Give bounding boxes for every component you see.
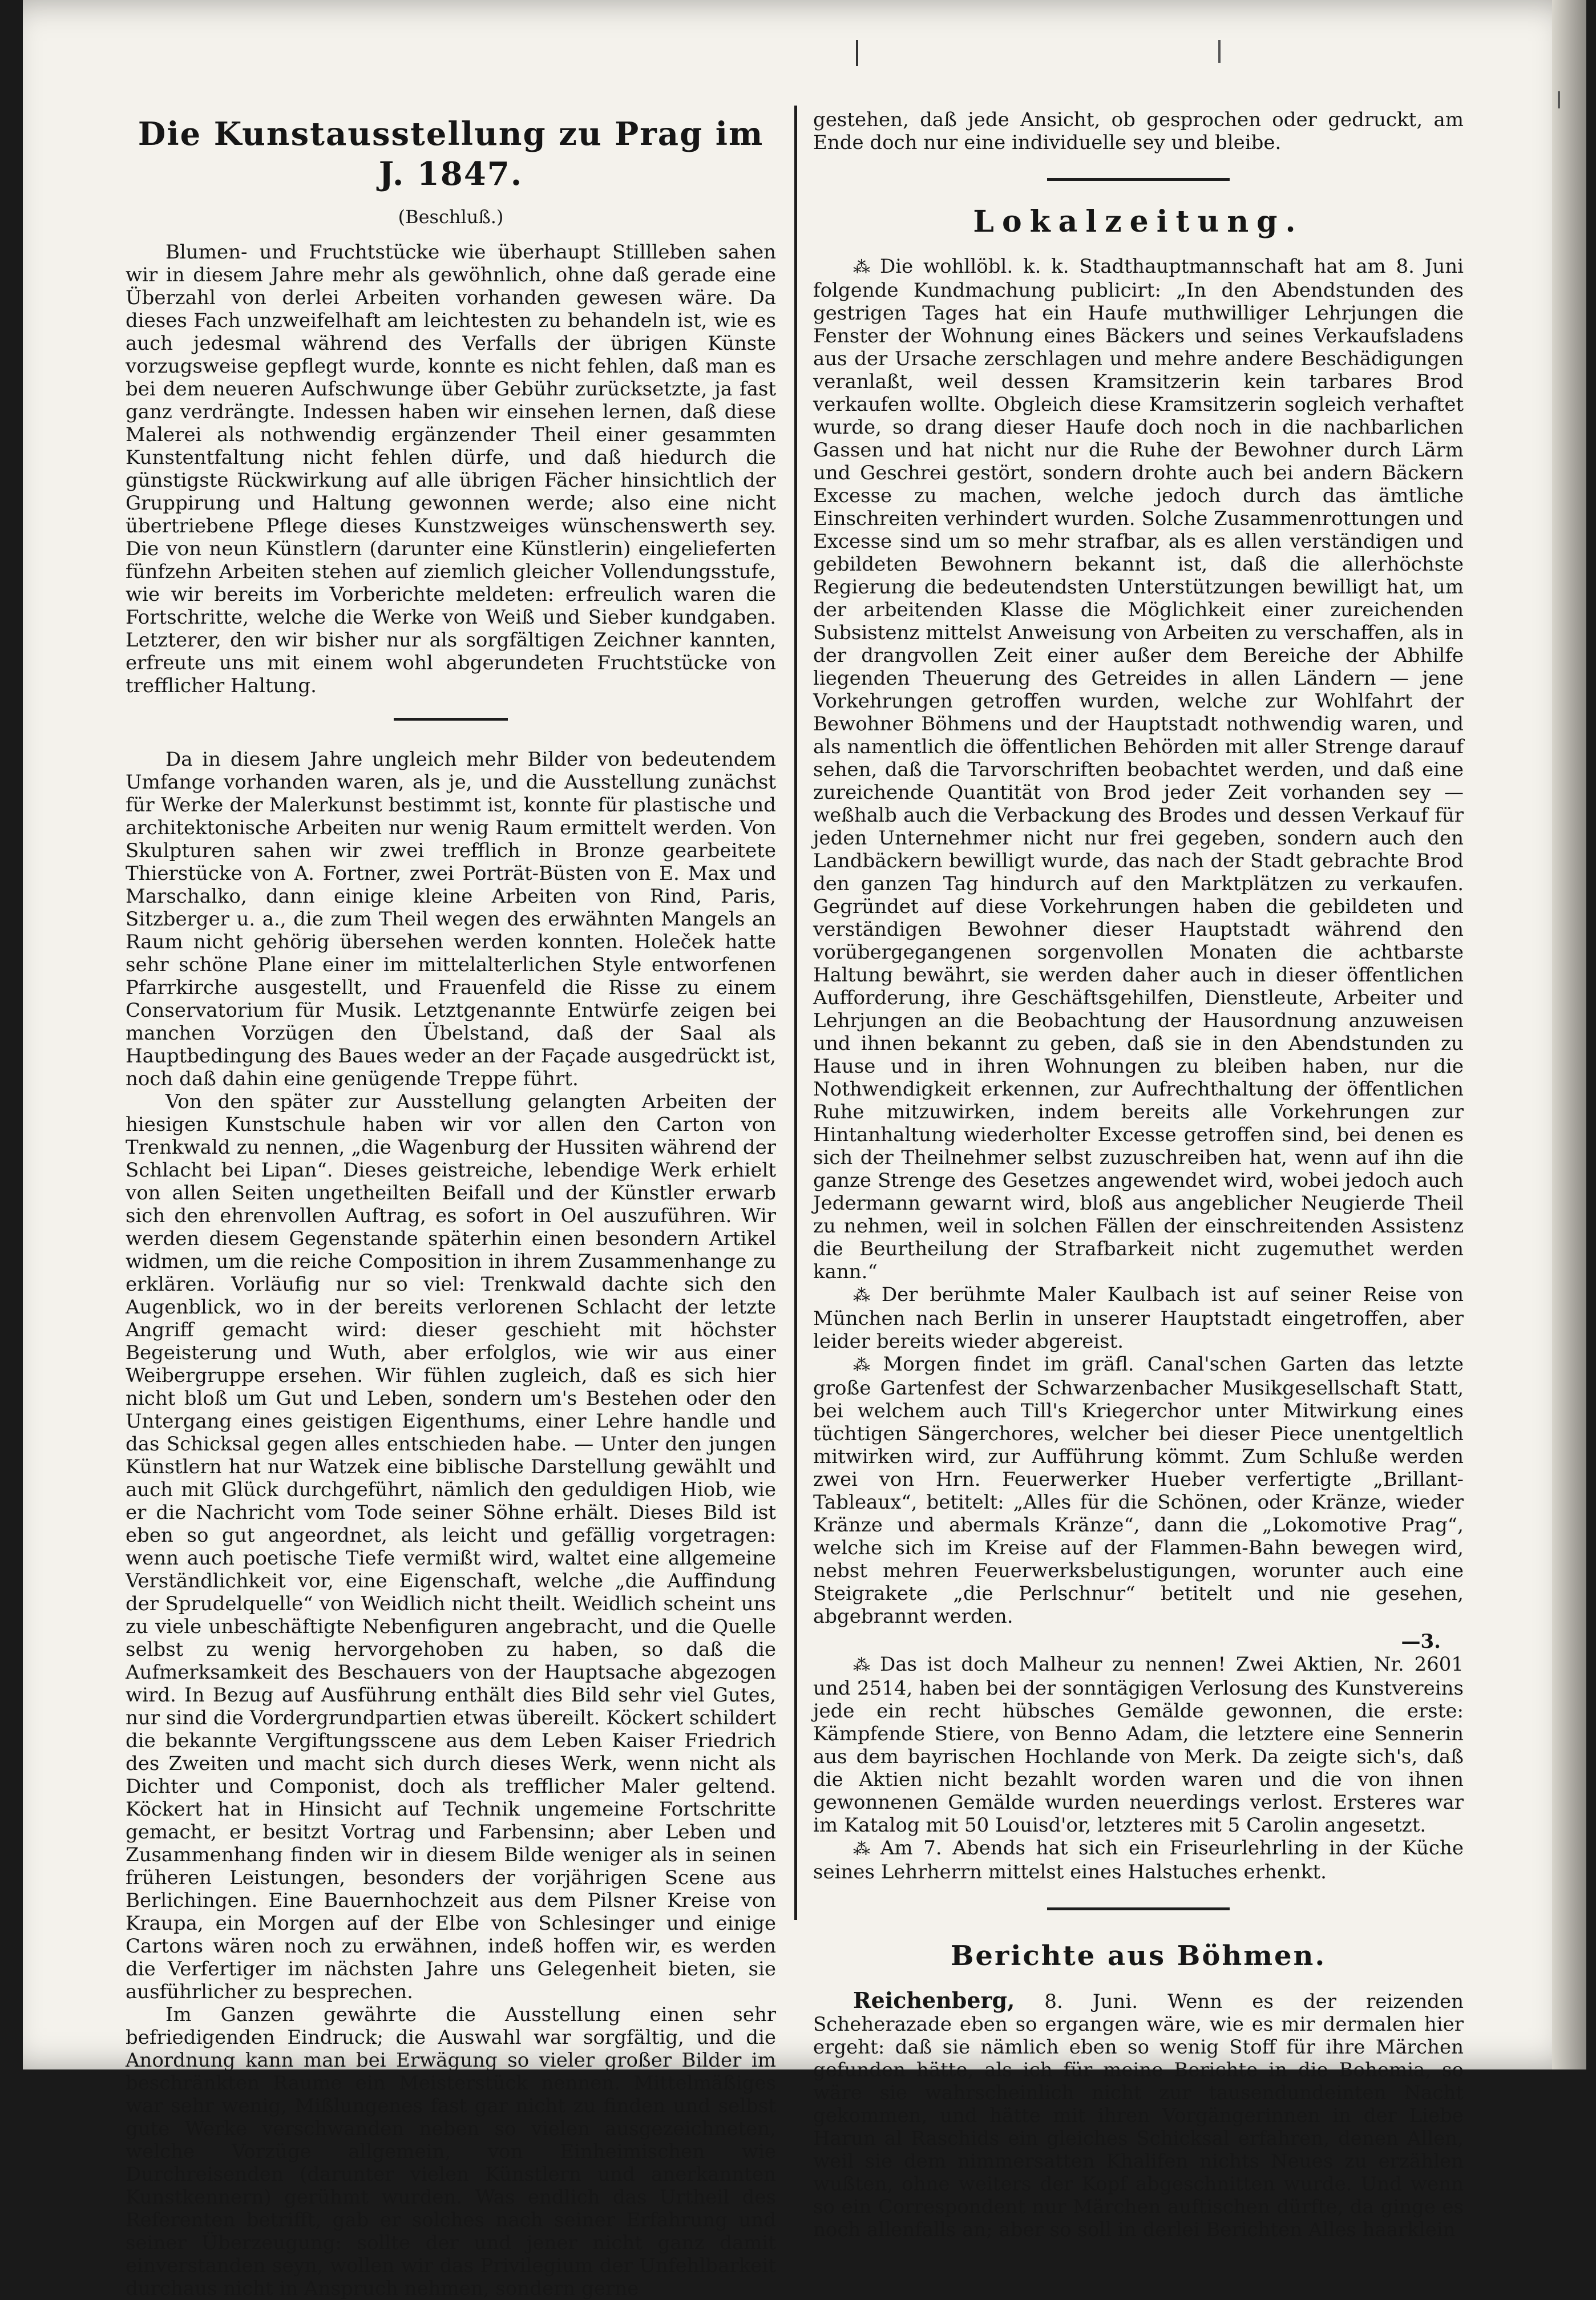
margin-mark <box>1218 40 1221 63</box>
news-text: Die wohllöbl. k. k. Stadthauptmannschaft hat am 8. Juni folgende Kundmachung publicirt: „In den Abendstunden des gestrigen Tages hat ein Haufe muthwilliger Lehrjungen die Fenster der Wohnung eines Bäckers und seines Verkaufsladens aus der Ursache zerschlagen und mehre andere Beschädigungen veranlaßt, weil dessen Kramsitzerin kein tarbares Brod verkaufen wollte. Obgleich diese Kramsitzerin sogleich verhaftet wurde, so drang dieser Haufe doch noch in die nachbarlichen Gassen und hat nicht nur die Ruhe der Bewohner durch Lärm und Geschrei gestört, sondern drohte auch bei andern Bäckern Excesse zu machen, welche jedoch durch das ämtliche Einschreiten verhindert wurden. Solche Zusammenrottungen und Excesse sind um so mehr strafbar, als es allen verständigen und gebildeten Bewohnern bekannt ist, daß die allerhöchste Regierung die bedeutendsten Unterstützungen bewilligt hat, um der arbeitenden Klasse die Möglichkeit einer zureichenden Subsistenz mittelst Anweisung von Arbeiten zu verschaffen, als in der drangvollen Zeit einer außer dem Bereiche der Abhilfe liegenden Theuerung des Getreides in allen Ländern — jene Vorkehrungen getroffen wurden, welche zur Wohlfahrt der Bewohner Böhmens und der Hauptstadt nothwendig waren, und als namentlich die öffentlichen Behörden mit aller Strenge darauf sehen, daß die Tarvorschriften beobachtet werden, und daß eine zureichende Quantität von Brod jeder Zeit vorhanden sey — weßhalb auch die Verbackung des Brodes und dessen Verkauf für jeden Unternehmer nicht nur frei gegeben, sondern auch den Landbäckern bewilligt wurde, das nach der Stadt gebrachte Brod den ganzen Tag hindurch auf den Marktplätzen zu verkaufen. Gegründet auf diese Vorkehrungen haben die gebildeten und verständigen Bewohner dieser Hauptstadt während den vorübergegangenen sorgenvollen Monaten die achtbarste Haltung bewährt, sie werden daher auch in dieser öffentlichen Aufforderung, ihre Geschäftsgehilfen, Dienstleute, Arbeiter und Lehrjungen an die Beobachtung der Hausordnung anzuweisen und ihnen bekannt zu geben, daß sie in den Abendstunden zu Hause und in ihren Wohnungen zu bleiben haben, nur die Nothwendigkeit erkennen, zur Aufrechthaltung der öffentlichen Ruhe mitzuwirken, indem bereits alle Vorkehrungen zur Hintanhaltung wiederholter Excesse getroffen sind, bei denen es sich der Theilnehmer selbst zuzuschreiben hat, wenn auf ihn die ganze Strenge des Gesetzes angewendet wird, wobei jedoch auch Jedermann gewarnt wird, bloß aus angeblicher Neugierde Theil zu nehmen, weil in solchen Fällen der einschreitenden Assistenz die Beurtheilung der Strafbarkeit nicht zugemuthet werden kann.“ <box>813 255 1464 1283</box>
report-date: 8. Juni. <box>1044 1990 1138 2013</box>
ornament-icon: ⁂ <box>853 1655 874 1675</box>
news-text: Das ist doch Malheur zu nennen! Zwei Aktien, Nr. 2601 und 2514, haben bei der sonntägigen Verlosung des Kunstvereins jede ein recht hübsches Gemälde gewonnen, die erste: Kämpfende Stiere, von Benno Adam, die letztere eine Sennerin aus dem bayrischen Hochlande von Merk. Da zeigte sich's, daß die Aktien nicht bezahlt worden waren und die von ihnen gewonnenen Gemälde wurden neuerdings verlost. Ersteres war im Katalog mit 50 Louisd'or, letzteres mit 5 Carolin angesetzt. <box>813 1653 1464 1837</box>
paragraph: Da in diesem Jahre ungleich mehr Bilder von bedeutendem Umfange vorhanden waren, als je, und die Ausstellung zunächst für Werke der Malerkunst bestimmt ist, konnte für plastische und architektonische Arbeiten nur wenig Raum ermittelt werden. Von Skulpturen sahen wir zwei trefflich in Bronze gearbeitete Thierstücke von A. Fortner, zwei Porträt-Büsten von E. Max und Marschalko, dann einige kleine Arbeiten von Rind, Paris, Sitzberger u. a., die zum Theil wegen des erwähnten Mangels an Raum nicht gehörig übersehen werden konnten. Holeček hatte sehr schöne Plane einer im mittelalterlichen Style entworfenen Pfarrkirche ausgestellt, und Frauenfeld die Risse zu einem Conservatorium für Musik. Letztgenannte Entwürfe zeigen bei manchen Vorzügen den Übelstand, daß der Saal als Hauptbedingung des Baues weder an der Façade ausgedrückt ist, noch daß dahin eine genügende Treppe führt. <box>126 748 776 1090</box>
article-title: Die Kunstausstellung zu Prag im J. 1847. <box>138 115 764 193</box>
paragraph: Von den später zur Ausstellung gelangten Arbeiten der hiesigen Kunstschule haben wir vor allen den Carton von Trenkwald zu nennen, „die Wagenburg der Hussiten während der Schlacht bei Lipan“. Dieses geistreiche, lebendige Werk erhielt von allen Seiten ungetheilten Beifall und der Künstler erwarb sich den ehrenvollen Auftrag, es sofort in Oel auszuführen. Wir werden diesem Gegenstande späterhin einen besondern Artikel widmen, um die reiche Composition in ihrem Zusammenhange zu erklären. Vorläufig nur so viel: Trenkwald dachte sich den Augenblick, wo in der bereits verlorenen Schlacht der letzte Angriff gemacht wird: dieser geschieht mit höchster Begeisterung und Wuth, aber erfolglos, wie wir aus einer Weibergruppe ersehen. Wir fühlen zugleich, daß es sich hier nicht bloß um Gut und Leben, sondern um's Bestehen oder den Untergang eines geistigen Eigenthums, einer Lehre handle und das Schicksal gegen alles entschieden habe. — Unter den jungen Künstlern hat nur Watzek eine biblische Darstellung gewählt und auch mit Glück durchgeführt, nämlich den geduldigen Hiob, wie er die Nachricht vom Tode seiner Söhne erhält. Dieses Bild ist eben so gut angeordnet, als leicht und gefällig vorgetragen: wenn auch poetische Tiefe vermißt wird, waltet eine allgemeine Verständlichkeit vor, eine Eigenschaft, welche „die Auffindung der Sprudelquelle“ von Weidlich nicht theilt. Weidlich scheint uns zu viele unbeschäftigte Nebenfiguren angebracht, und die Quelle selbst zu wenig hervorgehoben zu haben, so daß die Aufmerksamkeit des Beschauers von der Hauptsache abgezogen wird. In Bezug auf Ausführung enthält dies Bild sehr viel Gutes, nur sind die Vordergrundpartien etwas übereilt. Köckert schildert die bekannte Vergiftungsscene aus dem Leben Kaiser Friedrich des Zweiten und macht sich durch dieses Werk, wenn nicht als Dichter und Componist, doch als trefflicher Maler geltend. Köckert hat in Hinsicht auf Technik ungemeine Fortschritte gemacht, er besitzt Vortrag und Farbensinn; aber Leben und Zusammenhang finden wir in diesem Bilde weniger als in seinen früheren Leistungen, besonders der vorjährigen Scene aus Berlichingen. Eine Bauernhochzeit aus dem Pilsner Kreise von Kraupa, ein Morgen auf der Elbe von Schlesinger und einige Cartons wären noch zu erwähnen, indeß hoffen wir, es werden die Verfertiger im nächsten Jahre uns Gelegenheit bieten, sie ausführlicher zu besprechen. <box>126 1090 776 2003</box>
paragraph: Im Ganzen gewährte die Ausstellung einen sehr befriedigenden Eindruck; die Auswahl war sorgfältig, und die Anordnung kann man bei Erwägung so vieler großer Bilder im beschränkten Raume ein Meisterstück nennen. Mittelmäßiges war sehr wenig, Mißlungenes fast gar nicht zu finden und selbst gute Werke verschwanden neben so vielen ausgezeichneten, welche Vorzüge allgemein, von Einheimischen wie Durchreisenden (darunter vielen Künstlern und anerkannten Kunstkennern) gerühmt wurden. Was endlich das Urtheil des Referenten betrifft, gab er solches nach seiner Erfahrung und seiner Überzeugung: sollte der und jener nicht ganz damit einverstanden seyn, wollen wir das Privilegium der Unfehlbarkeit durchaus nicht in Anspruch nehmen, sondern gerne <box>126 2003 776 2300</box>
news-item <box>813 255 1464 1283</box>
section-divider <box>1047 1907 1230 1910</box>
news-item <box>813 1283 1464 1353</box>
column-rule <box>794 106 797 1920</box>
article-subtitle: (Beschluß.) <box>398 206 504 228</box>
section-title-berichte: Berichte aus Böhmen. <box>950 1940 1327 1972</box>
ornament-icon: ⁂ <box>853 1355 878 1375</box>
paragraph-continued: gestehen, daß jede Ansicht, ob gesprochen oder gedruckt, am Ende doch nur eine individuelle sey und bleibe. <box>813 108 1464 154</box>
margin-mark <box>856 40 858 66</box>
news-text: Der berühmte Maler Kaulbach ist auf seiner Reise von München nach Berlin in unserer Hauptstadt eingetroffen, aber leider bereits wieder abgereist. <box>813 1283 1464 1353</box>
author-signature: —3. <box>1401 1630 1441 1653</box>
news-item <box>813 1353 1464 1628</box>
news-text: Am 7. Abends hat sich ein Friseurlehrling in der Küche seines Lehrherrn mittelst eines Halstuches erhenkt. <box>813 1837 1464 1883</box>
news-item <box>813 1653 1464 1837</box>
right-column <box>813 108 1464 2241</box>
section-divider <box>1047 178 1230 181</box>
report-text: Wenn es der reizenden Scheherazade eben so ergangen wäre, wie es mir dermalen hier ergeht: daß sie nämlich eben so wenig Stoff für ihre Märchen gefunden hätte, als ich für meine Berichte in die Bohemia, so wäre sie wahrscheinlich nicht zur tausendundeinten Nacht gekommen, und hätte mit ihren Vorgängerinnen in der Liebe Harun al Raschids ein gleiches Schicksal erfahren, denen Allen, weil sie dem nimmersatten Khalifen nichts Neues zu erzählen wußten, ohne weiters der Kopf abgeschnitten wurde. Und wenn so ein Correspondent nur Märchen auftischen dürfte, da ginge es noch allenfalls an; aber so soll in derlei Berichten Alles haarklein <box>813 1990 1464 2241</box>
ornament-icon: ⁂ <box>853 1839 875 1859</box>
paragraph: Blumen- und Fruchtstücke wie überhaupt Stillleben sahen wir in diesem Jahre mehr als gewöhnlich, ohne daß gerade eine Überzahl von derlei Arbeiten vorhanden gewesen wäre. Da dieses Fach unzweifelhaft am leichtesten zu behandeln ist, wie es auch jedesmal während des Verfalls der übrigen Künste vorzugsweise gepflegt wurde, konnte es nicht fehlen, daß man es bei dem neueren Aufschwunge über Gebühr zurücksetzte, ja fast ganz verdrängte. Indessen haben wir einsehen lernen, daß diese Malerei als nothwendig ergänzender Theil einer gesammten Kunstentfaltung nicht fehlen dürfe, und daß hiedurch die günstigste Rückwirkung auf alle übrigen Fächer hinsichtlich der Gruppirung und Haltung gewonnen werde; also eine nicht übertriebene Pflege dieses Kunstzweiges wünschenswerth sey. Die von neun Künstlern (darunter eine Künstlerin) eingelieferten fünfzehn Arbeiten stehen auf ziemlich gleicher Vollendungsstufe, wie wir bereits im Vorberichte meldeten: erfreulich waren die Fortschritte, welche die Werke von Weiß und Sieber kundgaben. Letzterer, den wir bisher nur als sorgfältigen Zeichner kannten, erfreute uns mit einem wohl abgerundeten Fruchtstücke von trefflicher Haltung. <box>126 241 776 697</box>
report-item <box>813 1989 1464 2241</box>
ornament-icon: ⁂ <box>853 257 874 277</box>
page-edge-shadow <box>1552 0 1586 2069</box>
report-place: Reichenberg, <box>853 1987 1015 2013</box>
section-divider <box>394 718 508 721</box>
ornament-icon: ⁂ <box>853 1286 876 1305</box>
margin-mark <box>1558 91 1560 108</box>
newspaper-page <box>23 0 1586 2300</box>
section-title-lokalzeitung: Lokalzeitung. <box>973 204 1304 239</box>
left-column <box>126 86 776 2300</box>
news-text: Morgen findet im gräfl. Canal'schen Garten das letzte große Gartenfest der Schwarzenbacher Musikgesellschaft Statt, bei welchem auch Till's Kriegerchor unter Mitwirkung eines tüchtigen Sängerchores, welcher bei dieser Piece unentgeltlich mitwirken wird, zur Aufführung kömmt. Zum Schluße werden zwei von Hrn. Feuerwerker Hueber verfertigte „Brillant-Tableaux“, betitelt: „Alles für die Schönen, oder Kränze, wieder Kränze und abermals Kränze“, dann die „Lokomotive Prag“, welche sich im Kreise auf der Flammen-Bahn bewegen wird, nebst mehren Feuerwerksbelustigungen, worunter auch eine Steigrakete „die Perlschnur“ betitelt und nie gesehen, abgebrannt werden. <box>813 1353 1464 1628</box>
news-item <box>813 1837 1464 1883</box>
